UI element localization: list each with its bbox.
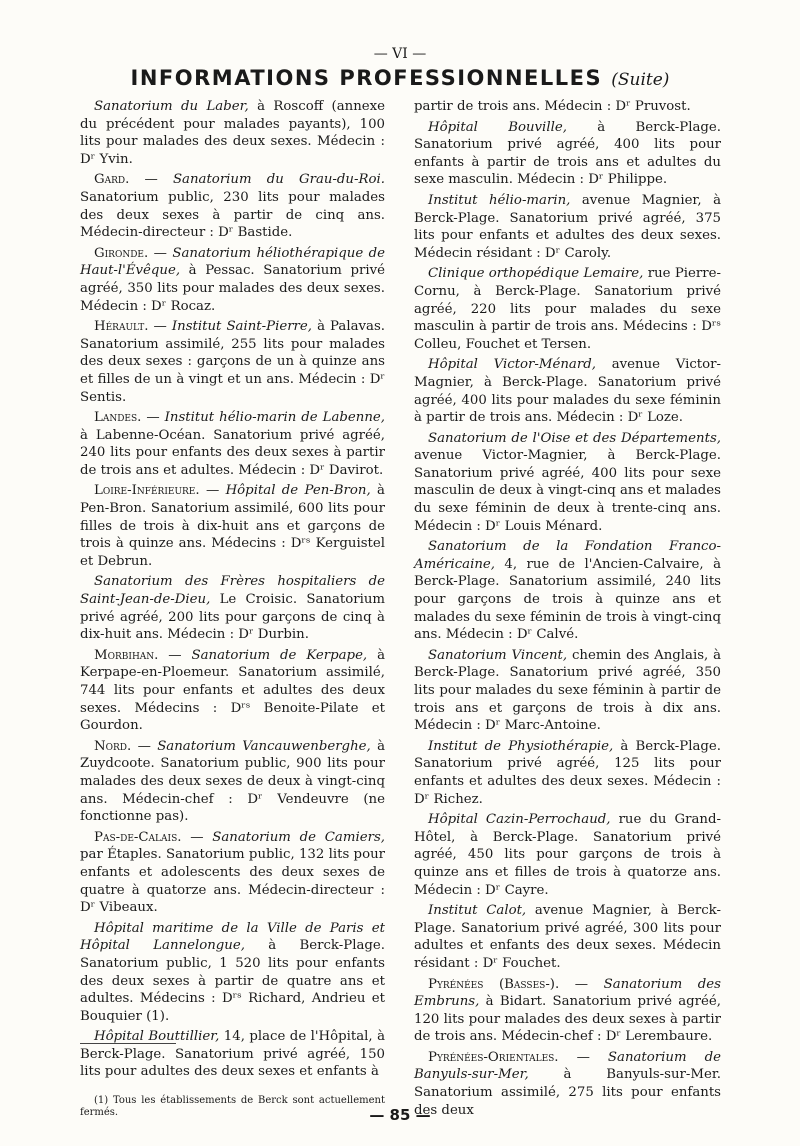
establishment-name: Hôpital Victor-Ménard,: [428, 357, 596, 373]
establishment-details: à Pessac. Sanatorium privé agréé, 350 lits pour malades des deux sexes. Médecin : Dʳ Rocaz.: [80, 263, 385, 314]
establishment-name: Sanatorium de Banyuls-sur-Mer,: [414, 1049, 721, 1083]
establishment-details: avenue Magnier, à Berck-Plage. Sanatorium privé agréé, 300 lits pour adultes et enfants des deux sexes. Médecin résidant : Dʳ Fouchet.: [414, 903, 721, 971]
listing-entry: [414, 430, 721, 536]
establishment-name: Hôpital Cazin-Perrochaud,: [428, 812, 611, 828]
page-marker: — VI —: [373, 46, 427, 62]
establishment-name: Sanatorium du Grau-du-Roi.: [172, 172, 385, 188]
listing-entry: [414, 119, 721, 189]
listing-entry: [80, 920, 385, 1026]
establishment-name: Sanatorium Vincent,: [428, 647, 568, 663]
establishment-name: Sanatorium des Embruns,: [414, 976, 722, 1010]
establishment-details: à Zuydcoote. Sanatorium public, 900 lits pour malades des deux sexes de deux à vingt-cinq ans. Médecin-chef : Dʳ Vendeuvre (ne fonctionne pas).: [80, 738, 385, 825]
establishment-details: à Bidart. Sanatorium privé agréé, 120 lits pour malades des deux sexes à partir de trois ans. Médecin-chef : Dʳ Lerembaure.: [414, 994, 721, 1045]
establishment-details: chemin des Anglais, à Berck-Plage. Sanatorium privé agréé, 350 lits pour malades du sexe féminin à partir de trois ans et garçons de trois à dix ans. Médecin : Dʳ Marc-Antoine.: [414, 647, 721, 734]
establishment-details: partir de trois ans. Médecin : Dʳ Pruvost.: [414, 99, 691, 114]
establishment-details: à Labenne-Océan. Sanatorium privé agréé, 240 lits pour enfants des deux sexes à partir de trois ans et adultes. Médecin : Dʳ Davirot.: [80, 427, 385, 478]
listing-entry: Gironde. — Sanatorium héliothérapique de Haut-l'Évêque, à Pessac. Sanatorium privé agréé, 350 lits pour malades des deux sexes. Médecin : Dʳ Rocaz.: [80, 245, 385, 314]
listing-entry: [414, 647, 721, 735]
establishment-name: Clinique orthopédique Lemaire,: [428, 266, 644, 282]
section-title-text: INFORMATIONS PROFESSIONNELLES: [130, 66, 603, 90]
establishment-name: Sanatorium des Frères hospitaliers de Saint-Jean-de-Dieu,: [80, 574, 385, 608]
establishment-details: par Étaples. Sanatorium public, 132 lits pour enfants et adolescents des deux sexes de quatre à quatorze ans. Médecin-directeur : Dʳ Vibeaux.: [80, 847, 385, 916]
establishment-name: Hôpital Bouville,: [428, 119, 567, 135]
establishment-name: Sanatorium du Laber,: [94, 99, 249, 114]
establishment-details: à Pen-Bron. Sanatorium assimilé, 600 lits pour filles de trois à dix-huit ans et garçons de trois à quinze ans. Médecins : Dʳˢ Kerguistel et Debrun.: [80, 483, 385, 569]
listing-entry: [414, 98, 721, 116]
establishment-details: Le Croisic. Sanatorium privé agréé, 200 lits pour garçons de cinq à dix-huit ans. Médecin : Dʳ Durbin.: [80, 592, 385, 643]
establishment-name: Institut hélio-marin de Labenne,: [164, 410, 385, 426]
listing-entry: Pas-de-Calais. — Sanatorium de Camiers, par Étaples. Sanatorium public, 132 lits pour enfants et adolescents des deux sexes de quatre à quatorze ans. Médecin-directeur : Dʳ Vibeaux.: [80, 829, 385, 916]
listing-entry: [414, 192, 721, 262]
listing-entry: [414, 265, 721, 353]
department-name: Gard.: [94, 172, 130, 188]
department-name: Nord.: [94, 738, 132, 754]
listing-entry: Pyrénées-Orientales. — Sanatorium de Banyuls-sur-Mer, à Banyuls-sur-Mer. Sanatorium assimilé, 275 lits pour enfants des deux: [414, 1049, 721, 1118]
department-name: Pyrénées-Orientales.: [428, 1049, 559, 1065]
establishment-name: Sanatorium de Camiers,: [212, 829, 385, 845]
establishment-name: Sanatorium de la Fondation Franco-Américaine,: [414, 539, 721, 572]
department-name: Loire-Inférieure.: [94, 483, 200, 499]
establishment-details: 4, rue de l'Ancien-Calvaire, à Berck-Plage. Sanatorium assimilé, 240 lits pour garçons de trois à quinze ans et malades du sexe féminin de trois à vingt-cinq ans. Médecin : Dʳ Calvé.: [414, 556, 721, 643]
establishment-name: Institut Calot,: [428, 903, 527, 919]
right-column: [414, 98, 721, 1122]
establishment-details: à Roscoff (annexe du précédent pour malades payants), 100 lits pour malades des deux sexes. Médecin : Dʳ Yvin.: [80, 99, 386, 167]
listing-entry: [414, 738, 721, 808]
listing-entry: Morbihan. — Sanatorium de Kerpape, à Kerpape-en-Ploemeur. Sanatorium assimilé, 744 lits pour enfants et adultes des deux sexes. Médecins : Dʳˢ Benoite-Pilate et Gourdon.: [80, 647, 385, 734]
section-title: [0, 66, 800, 90]
establishment-name: Sanatorium Vancauwenberghe,: [157, 738, 371, 754]
listing-entry: Landes. — Institut hélio-marin de Labenne, à Labenne-Océan. Sanatorium privé agréé, 240 lits pour enfants des deux sexes à partir de trois ans et adultes. Médecin : Dʳ Davirot.: [80, 410, 385, 478]
establishment-name: Sanatorium de l'Oise et des Départements,: [428, 430, 721, 446]
establishment-name: Institut Saint-Pierre,: [171, 319, 313, 335]
footnote: (1) Tous les établissements de Berck sont actuellement fermés.: [80, 1095, 385, 1119]
section-title-suffix: (Suite): [611, 70, 670, 90]
listing-entry: [414, 811, 721, 899]
listing-entry: Hérault. — Institut Saint-Pierre, à Palavas. Sanatorium assimilé, 255 lits pour malades des deux sexes : garçons de un à quinze ans et filles de un à vingt et un ans. Médecin : Dʳ Sentis.: [80, 319, 385, 405]
listing-entry: [414, 538, 721, 644]
establishment-name: Hôpital maritime de la Ville de Paris et Hôpital Lannelongue,: [80, 920, 385, 954]
department-name: Gironde.: [94, 245, 149, 261]
establishment-name: Hôpital Bouttillier,: [94, 1029, 220, 1045]
establishment-details: Sanatorium public, 230 lits pour malades des deux sexes à partir de cinq ans. Médecin-directeur : Dʳ Bastide.: [80, 189, 385, 241]
listing-entry: [80, 98, 385, 168]
listing-entry: [414, 902, 721, 972]
page-number: — 85 —: [369, 1106, 431, 1124]
left-column: [80, 98, 385, 1122]
establishment-details: rue Pierre-Cornu, à Berck-Plage. Sanatorium privé agréé, 220 lits pour malades du sexe masculin à partir de trois ans. Médecins : Dʳˢ Colleu, Fouchet et Tersen.: [414, 266, 721, 352]
establishment-name: Institut de Physiothérapie,: [428, 738, 614, 754]
establishment-details: avenue Victor-Magnier, à Berck-Plage. Sanatorium privé agréé, 400 lits pour sexe masculin de deux à vingt-cinq ans et malades du sexe féminin de deux à trente-cinq ans. Médecin : Dʳ Louis Ménard.: [414, 448, 721, 534]
establishment-details: à Palavas. Sanatorium assimilé, 255 lits pour malades des deux sexes : garçons de un à quinze ans et filles de un à vingt et un ans. Médecin : Dʳ Sentis.: [80, 319, 385, 405]
establishment-details: à Banyuls-sur-Mer. Sanatorium assimilé, 275 lits pour enfants des deux: [414, 1067, 721, 1118]
establishment-name: Sanatorium héliothérapique de Haut-l'Évêque,: [80, 245, 385, 279]
listing-entry: [414, 356, 721, 426]
listing-entry: [80, 1028, 385, 1081]
department-name: Pas-de-Calais.: [94, 829, 182, 845]
department-name: Pyrénées (Basses-).: [428, 976, 560, 992]
listing-entry: Pyrénées (Basses-). — Sanatorium des Embruns, à Bidart. Sanatorium privé agréé, 120 lits pour malades des deux sexes à partir de trois ans. Médecin-chef : Dʳ Lerembaure.: [414, 976, 722, 1045]
footnote-rule: [80, 1043, 176, 1044]
establishment-details: à Kerpape-en-Ploemeur. Sanatorium assimilé, 744 lits pour enfants et adultes des deux sexes. Médecins : Dʳˢ Benoite-Pilate et Gourdon.: [80, 647, 385, 734]
listing-entry: [80, 573, 385, 643]
listing-entry: Nord. — Sanatorium Vancauwenberghe, à Zuydcoote. Sanatorium public, 900 lits pour malades des deux sexes de deux à vingt-cinq ans. Médecin-chef : Dʳ Vendeuvre (ne fonctionne pas).: [80, 738, 385, 825]
department-name: Morbihan.: [94, 647, 159, 663]
establishment-name: Institut hélio-marin,: [428, 192, 571, 208]
department-name: Landes.: [94, 410, 142, 426]
establishment-name: Sanatorium de Kerpape,: [191, 647, 368, 663]
listing-entry: Gard. — Sanatorium du Grau-du-Roi. Sanatorium public, 230 lits pour malades des deux sexes à partir de cinq ans. Médecin-directeur : Dʳ Bastide.: [80, 172, 385, 241]
establishment-details: rue du Grand-Hôtel, à Berck-Plage. Sanatorium privé agréé, 450 lits pour garçons de trois à quinze ans et filles de trois à quatorze ans. Médecin : Dʳ Cayre.: [414, 812, 721, 898]
establishment-details: à Berck-Plage. Sanatorium public, 1 520 lits pour enfants des deux sexes à partir de quatre ans et adultes. Médecins : Dʳˢ Richard, Andrieu et Bouquier (1).: [80, 938, 385, 1024]
establishment-details: avenue Magnier, à Berck-Plage. Sanatorium privé agréé, 375 lits pour enfants et adultes des deux sexes. Médecin résidant : Dʳ Caroly.: [414, 192, 721, 261]
establishment-details: à Berck-Plage. Sanatorium privé agréé, 400 lits pour enfants à partir de trois ans et adultes du sexe masculin. Médecin : Dʳ Philippe.: [414, 119, 721, 188]
establishment-details: avenue Victor-Magnier, à Berck-Plage. Sanatorium privé agréé, 400 lits pour malades du sexe féminin à partir de trois ans. Médecin : Dʳ Loze.: [414, 357, 722, 426]
listing-entry: Loire-Inférieure. — Hôpital de Pen-Bron, à Pen-Bron. Sanatorium assimilé, 600 lits pour filles de trois à dix-huit ans et garçons de trois à quinze ans. Médecins : Dʳˢ Kerguistel et Debrun.: [80, 483, 385, 569]
department-name: Hérault.: [94, 319, 149, 335]
establishment-details: à Berck-Plage. Sanatorium privé agréé, 125 lits pour enfants et adultes des deux sexes. Médecin : Dʳ Richez.: [414, 738, 721, 807]
establishment-details: 14, place de l'Hôpital, à Berck-Plage. Sanatorium privé agréé, 150 lits pour adultes des deux sexes et enfants à: [80, 1029, 385, 1080]
establishment-name: Hôpital de Pen-Bron,: [225, 483, 371, 499]
